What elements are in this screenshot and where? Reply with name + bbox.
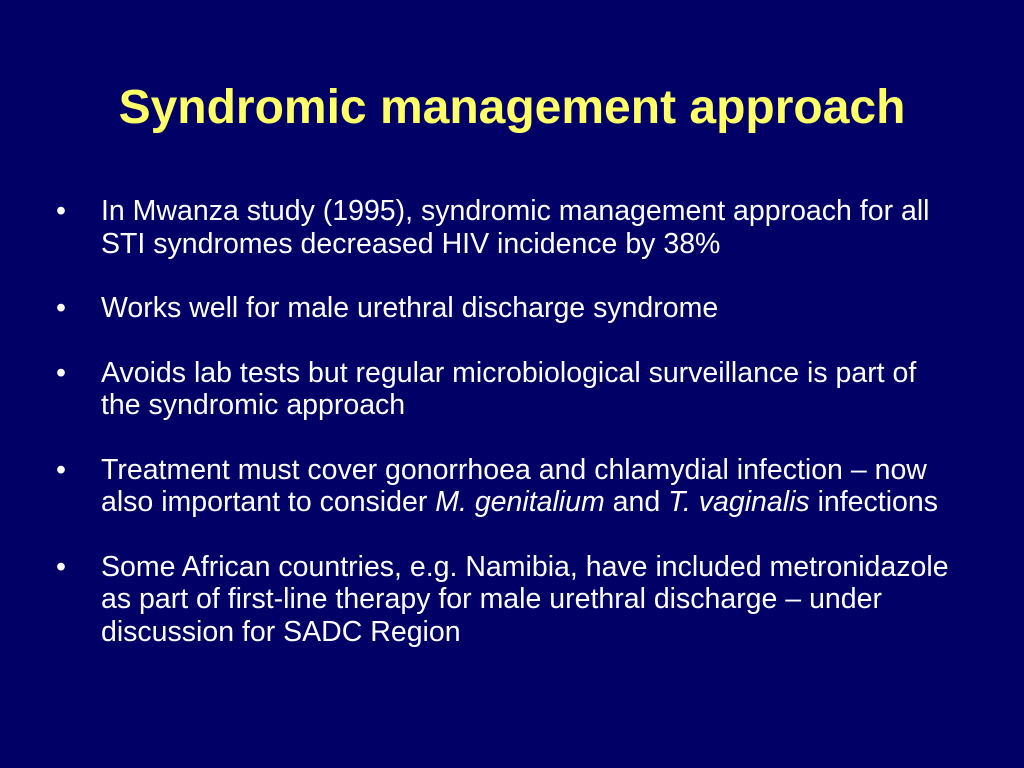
bullet-text	[101, 454, 938, 519]
bullet-text-part: infections	[809, 486, 938, 518]
bullet-text: In Mwanza study (1995), syndromic management approach for all STI syndromes decreased HIV incidence by 38%	[101, 195, 930, 260]
bullet-item-treatment-coverage	[56, 454, 956, 519]
bullet-text-part: Treatment must cover gonorrhoea and chlamydial infection – now also important to consider	[101, 453, 927, 518]
bullet-icon: •	[56, 195, 66, 227]
bullet-item-lab-tests	[56, 357, 956, 422]
bullet-text: Works well for male urethral discharge syndrome	[101, 292, 719, 324]
bullet-item-african-countries	[56, 551, 956, 649]
bullet-icon: •	[56, 453, 66, 486]
bullet-icon: •	[56, 292, 66, 324]
bullet-icon: •	[56, 550, 66, 583]
organism-name-italic: T. vaginalis	[668, 486, 810, 518]
bullet-text: Some African countries, e.g. Namibia, have included metronidazole as part of first-line therapy for male urethral discharge – under discussion for SADC Region	[101, 550, 949, 648]
organism-name-italic: M. genitalium	[435, 486, 605, 518]
bullet-text-part: and	[604, 486, 669, 518]
bullet-item-urethral-discharge	[56, 292, 956, 325]
bullet-item-mwanza-study	[56, 195, 956, 260]
bullet-text: Avoids lab tests but regular microbiological surveillance is part of the syndromic approach	[101, 356, 917, 421]
bullet-list	[56, 195, 956, 680]
bullet-icon: •	[56, 356, 66, 389]
slide-title: Syndromic management approach	[118, 81, 906, 134]
